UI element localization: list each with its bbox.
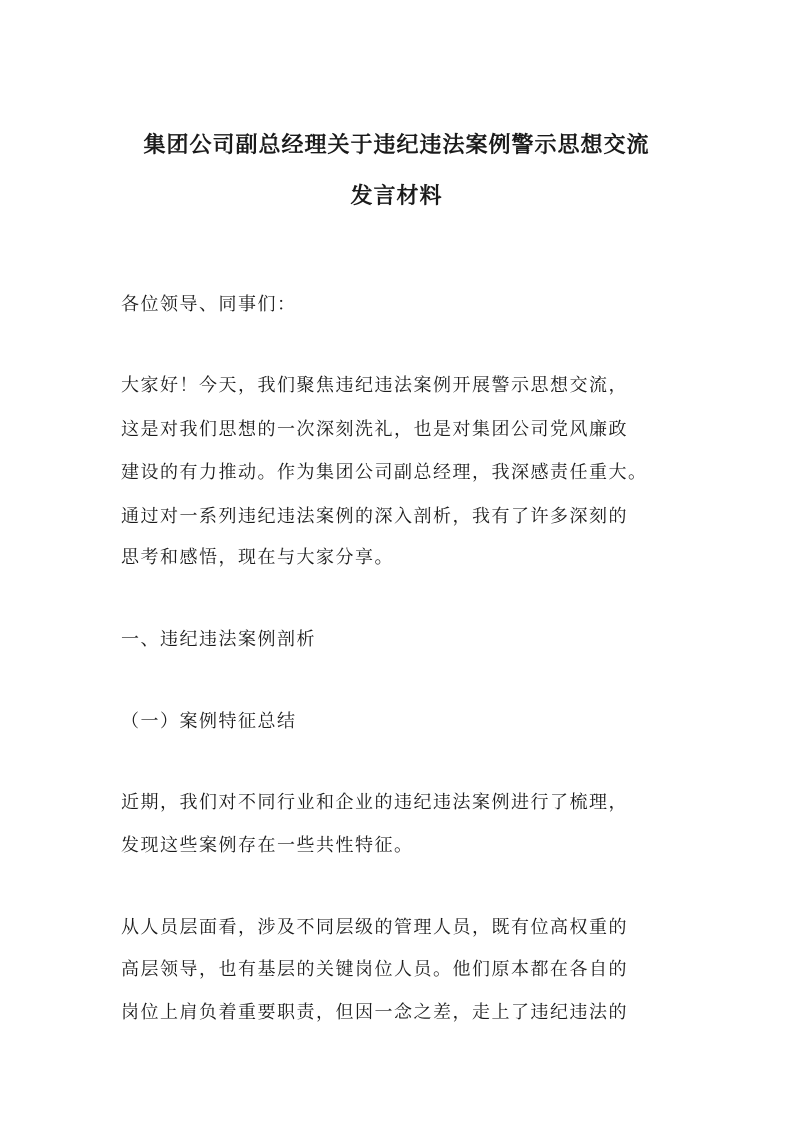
paragraph-line: 从人员层面看，涉及不同层级的管理人员，既有位高权重的 bbox=[121, 917, 628, 938]
document-title-line-2: 发言材料 bbox=[350, 184, 443, 209]
paragraph-line: 思考和感悟，现在与大家分享。 bbox=[121, 547, 394, 568]
subsection-heading: （一）案例特征总结 bbox=[121, 711, 297, 732]
paragraph-line: 高层领导，也有基层的关键岗位人员。他们原本都在各自的 bbox=[121, 959, 628, 980]
paragraph-line: 近期，我们对不同行业和企业的违纪违法案例进行了梳理， bbox=[121, 792, 628, 813]
paragraph-line: 岗位上肩负着重要职责，但因一念之差，走上了违纪违法的 bbox=[121, 1002, 628, 1023]
paragraph-line: 通过对一系列违纪违法案例的深入剖析，我有了许多深刻的 bbox=[121, 506, 628, 527]
paragraph-line: 建设的有力推动。作为集团公司副总经理，我深感责任重大。 bbox=[121, 462, 648, 483]
paragraph-line: 大家好！今天，我们聚焦违纪违法案例开展警示思想交流， bbox=[121, 375, 628, 396]
paragraph-line: 发现这些案例存在一些共性特征。 bbox=[121, 835, 414, 856]
document-title-line-1: 集团公司副总经理关于违纪违法案例警示思想交流 bbox=[143, 133, 650, 158]
section-heading: 一、违纪违法案例剖析 bbox=[121, 629, 316, 650]
greeting: 各位领导、同事们： bbox=[121, 294, 297, 315]
paragraph-line: 这是对我们思想的一次深刻洗礼，也是对集团公司党风廉政 bbox=[121, 419, 628, 440]
